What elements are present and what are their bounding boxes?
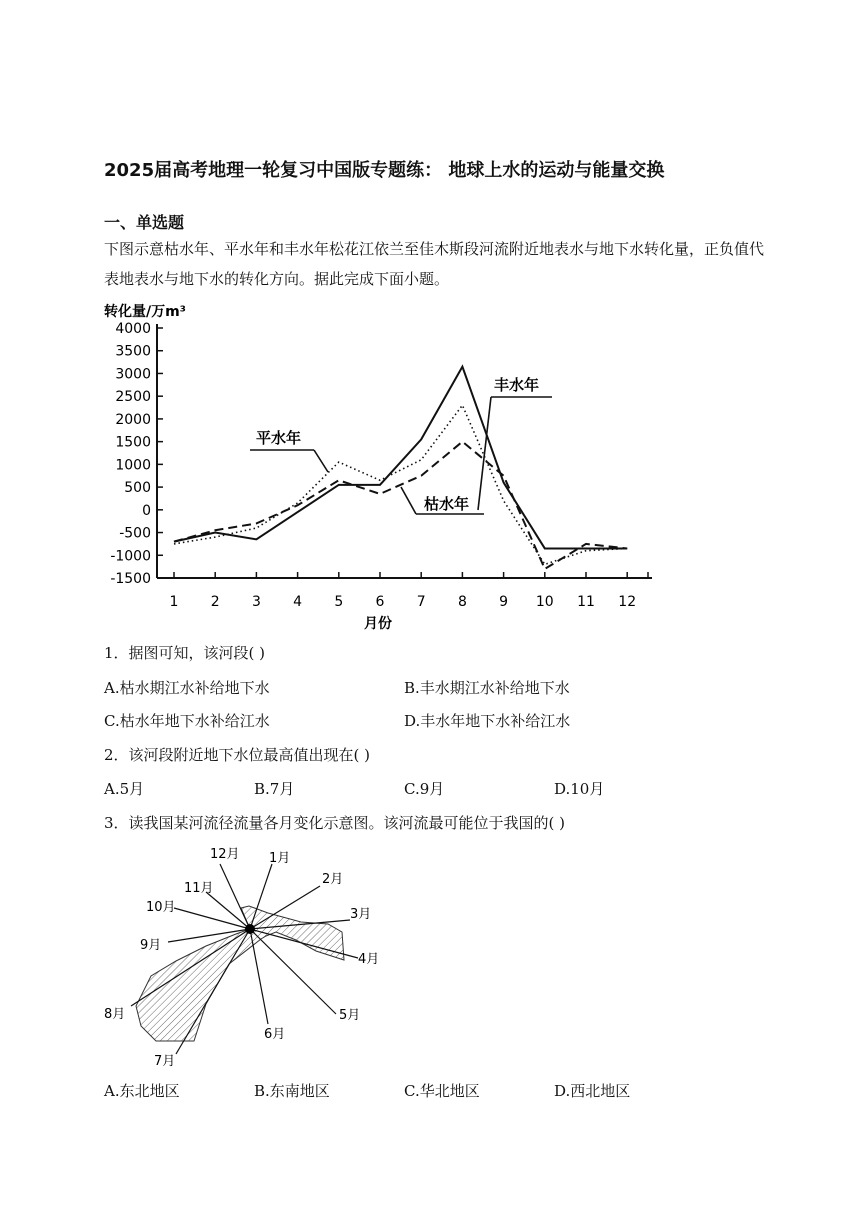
- month-label-6: 6月: [264, 1027, 286, 1042]
- x-tick-label: 7: [416, 594, 426, 610]
- month-spoke-6: [250, 929, 268, 1024]
- question-1-option-b[interactable]: B.丰水期江水补给地下水: [404, 679, 570, 697]
- y-tick-label: -500: [119, 525, 151, 542]
- x-tick-label: 5: [334, 594, 344, 610]
- question-3-option-d[interactable]: D.西北地区: [554, 1082, 631, 1100]
- month-spoke-12: [220, 864, 250, 929]
- x-tick-label: 10: [535, 594, 554, 610]
- radial-runoff-diagram: [96, 836, 416, 1074]
- y-tick-label: 3500: [115, 343, 151, 360]
- x-tick-label: 9: [499, 594, 509, 610]
- question-3-option-b[interactable]: B.东南地区: [254, 1082, 330, 1100]
- month-label-8: 8月: [104, 1007, 126, 1022]
- x-tick-label: 6: [375, 594, 385, 610]
- x-tick-label: 2: [210, 594, 220, 610]
- y-tick-label: -1500: [110, 571, 151, 587]
- y-tick-label: 0: [142, 502, 151, 519]
- y-tick-label: -1000: [110, 548, 151, 565]
- y-tick-label: 500: [124, 480, 151, 497]
- question-1-option-d[interactable]: D.丰水年地下水补给江水: [404, 712, 571, 730]
- x-tick-label: 8: [457, 594, 467, 610]
- y-tick-label: 1500: [115, 434, 151, 451]
- question-2-option-d[interactable]: D.10月: [554, 780, 605, 798]
- line-chart: [96, 300, 666, 640]
- y-tick-label: 4000: [115, 321, 151, 337]
- series-line-1: [174, 367, 627, 549]
- chart-xlabel: 月份: [364, 616, 392, 632]
- month-label-2: 2月: [322, 872, 344, 887]
- question-2-stem: 2．该河段附近地下水位最高值出现在( ): [104, 746, 371, 764]
- month-label-9: 9月: [140, 938, 162, 953]
- x-tick-label: 12: [618, 594, 637, 610]
- y-tick-label: 2000: [115, 411, 151, 428]
- series-label-pingshuinian: 平水年: [256, 429, 302, 447]
- center-dot: [245, 924, 255, 934]
- y-tick-label: 2500: [115, 389, 151, 406]
- question-1-option-a[interactable]: A.枯水期江水补给地下水: [104, 679, 270, 697]
- x-tick-label: 11: [577, 594, 595, 610]
- page-title: 2025届高考地理一轮复习中国版专题练： 地球上水的运动与能量交换: [104, 160, 665, 181]
- month-label-5: 5月: [339, 1008, 361, 1023]
- question-3-option-a[interactable]: A.东北地区: [104, 1082, 180, 1100]
- x-tick-label: 1: [169, 594, 179, 610]
- month-label-1: 1月: [269, 851, 291, 866]
- series-label-kushuinian: 枯水年: [424, 495, 470, 513]
- question-2-option-c[interactable]: C.9月: [404, 780, 445, 798]
- intro-paragraph: 下图示意枯水年、平水年和丰水年松花江依兰至佳木斯段河流附近地表水与地下水转化量，正负值代表地表水与地下水的转化方向。据此完成下面小题。: [104, 240, 765, 288]
- month-label-3: 3月: [350, 907, 372, 922]
- month-label-4: 4月: [358, 952, 380, 967]
- question-1-stem: 1．据图可知，该河段( ): [104, 644, 266, 662]
- chart-ylabel: 转化量/万m³: [104, 304, 186, 320]
- month-spoke-10: [174, 908, 250, 929]
- month-label-10: 10月: [146, 900, 176, 915]
- y-tick-label: 1000: [115, 457, 151, 474]
- series-label-fengshuinian: 丰水年: [494, 376, 540, 394]
- leader-line-kushuinian: [401, 487, 416, 514]
- question-3-stem: 3．读我国某河流径流量各月变化示意图。该河流最可能位于我国的( ): [104, 814, 566, 832]
- y-tick-label: 3000: [115, 366, 151, 383]
- question-2-option-a[interactable]: A.5月: [104, 780, 145, 798]
- question-2-option-b[interactable]: B.7月: [254, 780, 295, 798]
- section-heading: 一、单选题: [104, 213, 185, 232]
- question-1-option-c[interactable]: C.枯水年地下水补给江水: [104, 712, 270, 730]
- month-label-7: 7月: [154, 1054, 176, 1069]
- month-label-12: 12月: [210, 847, 240, 862]
- leader-line-pingshuinian-d: [314, 450, 328, 472]
- month-label-11: 11月: [184, 881, 214, 896]
- question-3-option-c[interactable]: C.华北地区: [404, 1082, 480, 1100]
- x-tick-label: 3: [251, 594, 261, 610]
- x-tick-label: 4: [293, 594, 303, 610]
